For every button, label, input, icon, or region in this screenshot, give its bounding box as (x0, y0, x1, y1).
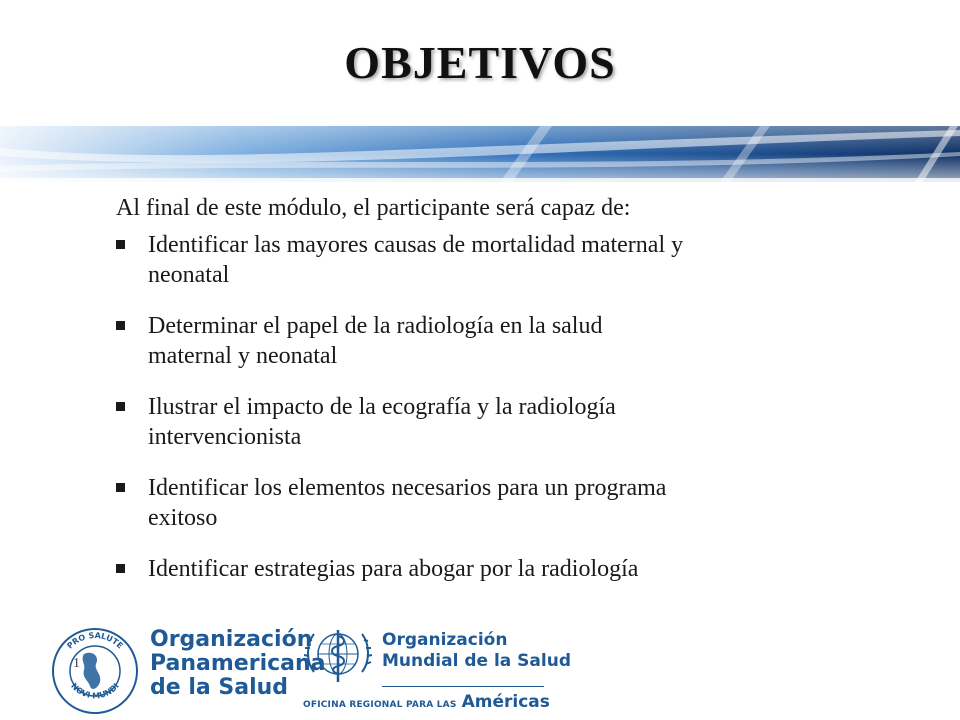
objective-line: Ilustrar el impacto de la ecografía y la radiología (148, 394, 616, 420)
who-emblem-icon (298, 624, 378, 690)
ops-name-line: Organización (150, 627, 313, 652)
list-item (116, 392, 906, 452)
seal-text-top: PRO SALUTE (65, 630, 125, 651)
objective-line: Identificar las mayores causas de mortalidad maternal y (148, 232, 684, 258)
ops-name-line: de la Salud (150, 675, 289, 700)
objective-line: intervencionista (148, 424, 302, 450)
square-bullet-icon (116, 564, 125, 573)
objective-line: neonatal (148, 262, 230, 288)
list-item (116, 554, 906, 584)
oms-regional-office (303, 692, 550, 712)
blue-wave-banner (0, 126, 960, 182)
oms-name (382, 630, 571, 672)
slide-body (116, 192, 906, 605)
slide-number: 1 (73, 656, 80, 671)
ops-globe-seal-icon (50, 626, 140, 716)
objective-line: exitoso (148, 505, 218, 531)
list-item (116, 473, 906, 533)
objective-line: Identificar los elementos necesarios para un programa (148, 475, 667, 501)
square-bullet-icon (116, 321, 125, 330)
oms-name-line: Organización (382, 630, 508, 650)
objective-line: maternal y neonatal (148, 343, 338, 369)
intro-text: Al final de este módulo, el participante será capaz de: (116, 195, 631, 221)
oms-name-line: Mundial de la Salud (382, 651, 571, 671)
square-bullet-icon (116, 483, 125, 492)
square-bullet-icon (116, 402, 125, 411)
objective-line: Identificar estrategias para abogar por la radiología (148, 556, 639, 582)
list-item (116, 311, 906, 371)
footer-logos (0, 620, 960, 720)
ops-name-line: Panamericana (150, 651, 326, 676)
objective-line: Determinar el papel de la radiología en la salud (148, 313, 603, 339)
oms-office-small: OFICINA REGIONAL PARA LAS (303, 700, 457, 710)
oms-office-big: Américas (461, 692, 550, 712)
square-bullet-icon (116, 240, 125, 249)
oms-divider (382, 686, 544, 687)
slide-title: OBJETIVOS (344, 37, 616, 88)
seal-text-bottom: NOVI MUNDI (69, 681, 121, 701)
objectives-list (116, 230, 906, 584)
list-item (116, 230, 906, 290)
